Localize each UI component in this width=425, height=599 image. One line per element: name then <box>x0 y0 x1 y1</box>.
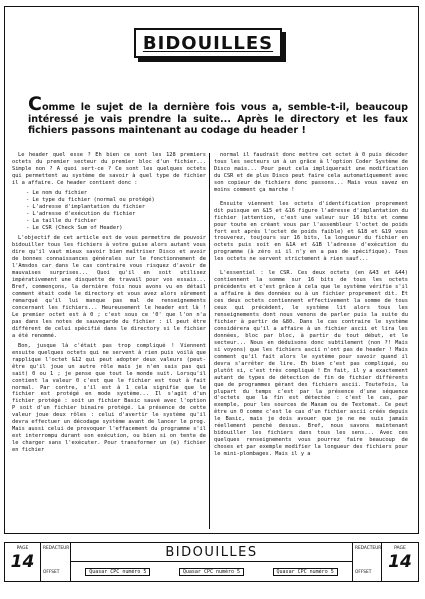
list-item: - La taille du fichier <box>26 217 97 224</box>
article-title-box <box>134 28 282 58</box>
page-number: 14 <box>388 552 412 572</box>
right-paragraph-3: L'essentiel : le CSR. Ces deux octets (en &43 et &44) contiennent la somme sur 16 bits de tous les octets précédents et c'est grâce à cela que le système vérifie s'il a affaire à des données ou à un fichier proprement dit. Et ces deux octets contiennent effectivement la somme de tous ceux qui précèdent, le système lit alors tous les renseignements dont nous venons de parler puis la suite du fichier à partir de &80. Dans le cas contraire le système considérera qu'il a affaire à un fichier ascii et lira les données, bloc par bloc, à partir du tout début, et le secteur... Nous en déduisons donc subtilement (non ?! Mais si voyons) que les fichiers ascii n'ont pas de header ! Mais comment qu'il fait alors le système pour savoir quand il devra s'arrêter de lire. Eh bien c'est pas compliqué, ou plutôt si, c'est très compliqué ! En fait, il y a exactement autant de types de détection de fin de fichier différents que de programmes gérant des fichiers ascii. Toutefois, la plupart du temps c'est par la présence d'une séquence d'octets que la fin est détectée : c'est le cas, par exemple, pour les sources de Maxam ou de Textomat. Ce peut être un 0 comme c'est le cas d'un fichier ascii créés depuis le Basic, mais je dois avouer que je ne me suis jamais réellement penché dessus. Bref, nous savons maintenant bidouiller les fichiers dans tous les sens... Avec ces quelques renseignements vous pourrez faire beaucoup de choses et par exemple modifier la longueur des fichiers pour le mini-plombages. Mais il y a <box>214 270 408 458</box>
footer-issues <box>71 562 352 581</box>
left-column <box>12 152 206 457</box>
left-paragraph-3: Bon, jusque là c'était pas trop compliqué ! Viennent ensuite quelques octets qui ne servent à rien puis voilà que rapplique l'octet &12 qui peut adopter deux valeurs (peut-être qu'il joue un autre rôle mais je n'en sais pas qui sait) 0 ou 1 ; je pense que tout le monde suit. Lorsqu'il contient la valeur 0 c'est que le fichier est tout à fait normal. Par contre, s'il est à 1 cela signifie que le fichier est protégé en mode système... Il s'agit d'un fichier protégé : soit un fichier Basic sauvé avec l'option P soit d'un fichier binaire protégé. La présence de cette valeur joue deux rôles : celui d'avertir le système qu'il devra effectuer un décodage système avant de lancer le prog. Mais aussi celui de provoquer l'effacement du programme s'il est interrompu durant son exécution, ou bien si on tente de le charger sans l'exécuter. Pour transformer un (e) fichier en fichier <box>12 342 206 454</box>
issue-label: Quasar CPC numéro 5 <box>85 568 150 576</box>
left-paragraph-2: L'objectif de cet article est de vous permettre de pouvoir bidouiller tous les fichiers à votre guise alors autant vous dire qu'il vaut mieux savoir bien maîtriser Disco et avoir de bonnes connaissances générales sur le fonctionnement de l'Amsdos car dans le cas contraire vous risquez d'avoir de mauvaises surprises... Quoi qu'il en soit utilisez impérativement une disquette de travail pour vos essais... Bref, commençons, la dernière fois nous avons vu en détail comment était codé le directory et vous avez alors sûrement remarqué qu'il lui manque pas mal de renseignements concernant les fichiers... Heureusement le header est là ! Le premier octet est à 0 ; c'est sous ce '0' que l'on n'a pas dans les notes de sauvegarde du fichier : il peut être différent de celui spécifié dans le directory si le fichier a été renommé. <box>12 235 206 339</box>
page-footer <box>4 542 419 582</box>
issue-label: Quasar CPC numéro 5 <box>179 568 244 576</box>
footer-page-box-left <box>5 543 41 581</box>
offset-label: OFFSET <box>43 570 60 575</box>
column-divider <box>209 153 210 529</box>
footer-center <box>71 543 352 581</box>
list-item: - Le type du fichier (normal ou protégé) <box>26 196 155 203</box>
footer-page-box-right <box>382 543 418 581</box>
offset-label: OFFSET <box>355 570 372 575</box>
intro-text: omme le sujet de la dernière fois vous a, semble-t-il, beaucoup intéressé je vais prendre la suite... Après le directory et les faux fichiers passons maintenant au codage du header ! <box>28 102 408 136</box>
page-label: PAGE <box>16 546 29 551</box>
redacteur-label: REDACTEUR <box>43 546 70 551</box>
issue-label: Quasar CPC numéro 5 <box>273 568 338 576</box>
right-paragraph-1: normal il faudrait donc mettre cet octet à 0 puis décoder tous les secteurs un à un grâce à l'option Coder Système de Disco mais... Pour peut cela impliquerait une modification du CSR et de plus Disco peut faire cela automatiquement avec son copieur de fichiers donc passons... Mais vous savez en moins comment ça marche ! <box>214 152 408 193</box>
right-paragraph-2: Ensuite viennent les octets d'identification proprement dit puisque en &15 et &16 figure l'adresse d'implantation du fichier (attention, c'est une valeur sur 16 bits et comme pour toute en créant vous par l'assembleur l'octet de poids fort est après l'octet de poids faible) et &18 et &19 vous trouverez, toujours sur 16 bits, la longueur du fichier en octets puis soit en &1A et &1B l'adresse d'exécution du programme (à zéro si il n'y en a pas de spécifique). Tous les octets ne servent strictement à rien sauf... <box>214 200 408 263</box>
intro-paragraph <box>28 93 408 137</box>
redacteur-label: REDACTEUR <box>355 546 382 551</box>
article-title: BIDOUILLES <box>142 32 274 54</box>
left-paragraph-1: Le header quel esse ? Eh bien ce sont les 128 premiers octets du premier secteur du premier bloc d'un fichier... Simple non ? A quoi sert-ce ? Ce sont les quelques octets qui permettent au système de savoir à quel type de fichier il a affaire. Ce header contient donc : <box>12 152 206 186</box>
page-number: 14 <box>10 552 35 572</box>
list-item: - L'adresse d'exécution du fichier <box>26 210 136 217</box>
list-item: - Le CSR (Check Sum of Header) <box>26 224 123 231</box>
page-label: PAGE <box>394 546 406 551</box>
list-item: - L'adresse d'implantation du fichier <box>26 203 146 210</box>
footer-brand: BIDOUILLES <box>71 543 352 562</box>
footer-redacteur-box-right <box>352 543 382 581</box>
intro-dropcap: C <box>28 93 42 115</box>
right-column <box>214 152 408 461</box>
list-item: - Le nom du fichier <box>26 189 88 196</box>
footer-redacteur-box-left <box>41 543 71 581</box>
